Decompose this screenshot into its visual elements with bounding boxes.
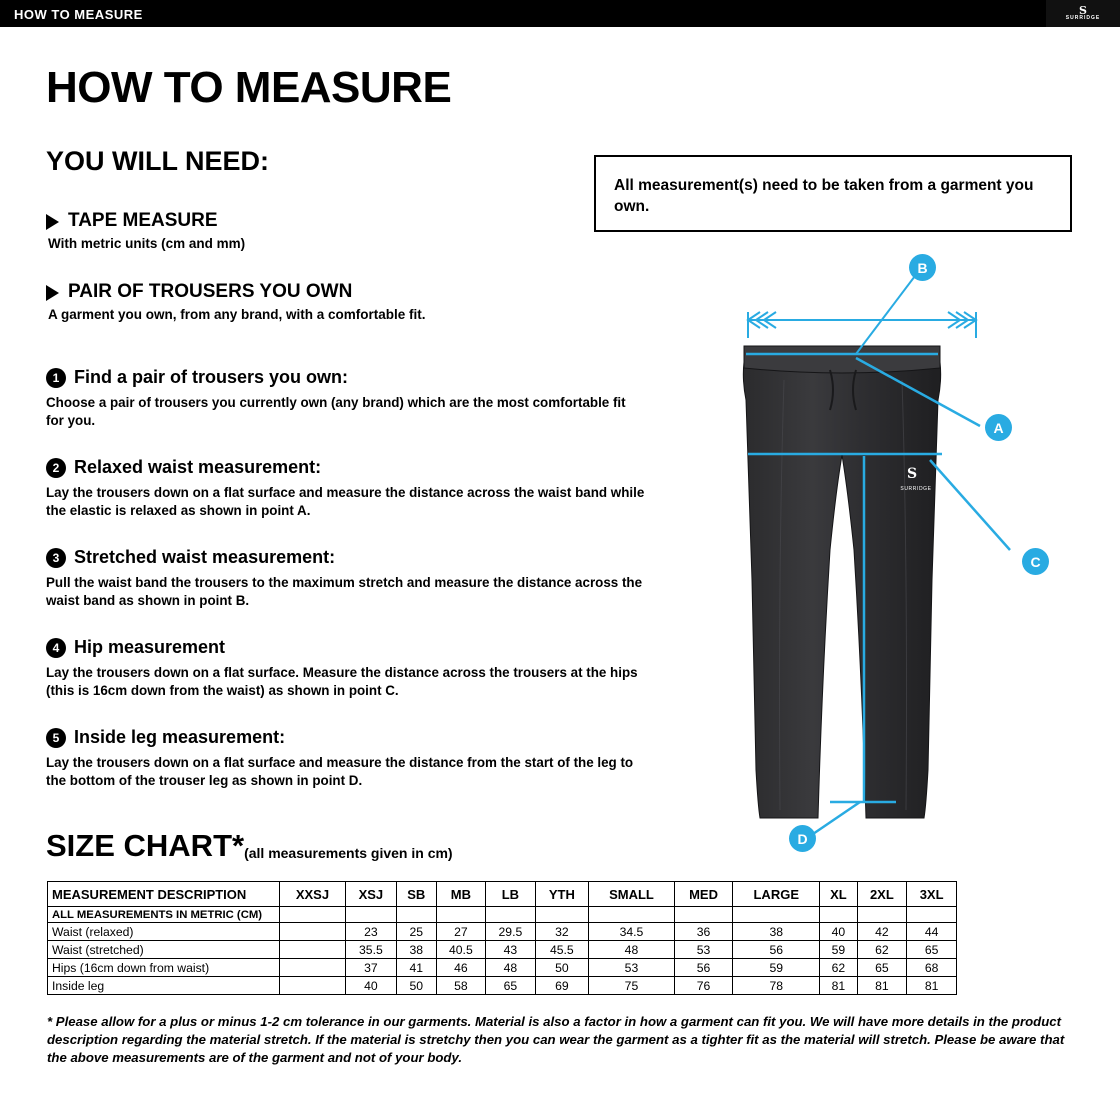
cell: 56: [733, 941, 820, 959]
cell: 76: [674, 977, 732, 995]
page-title: HOW TO MEASURE: [46, 63, 452, 112]
column-header-small: SMALL: [589, 882, 675, 907]
column-header-sb: SB: [396, 882, 436, 907]
row-label: Hips (16cm down from waist): [48, 959, 280, 977]
brand-name: SURRIDGE: [1065, 15, 1101, 21]
step-number-badge: 5: [46, 728, 66, 748]
step-body: Lay the trousers down on a flat surface. Measure the distance across the trousers at the hips (this is 16cm down from the waist) as shown in point C.: [46, 665, 638, 698]
column-header-yth: YTH: [535, 882, 588, 907]
metric-note-cell: [396, 907, 436, 923]
cell: 68: [907, 959, 957, 977]
table-row: [48, 959, 957, 977]
step-number-badge: 2: [46, 458, 66, 478]
metric-note-label: ALL MEASUREMENTS IN METRIC (CM): [48, 907, 280, 923]
step-body: Lay the trousers down on a flat surface and measure the distance across the waist band while the elastic is relaxed as shown in point A.: [46, 485, 645, 518]
column-header-description: MEASUREMENT DESCRIPTION: [48, 882, 280, 907]
column-header-xsj: XSJ: [345, 882, 396, 907]
need-item-title: TAPE MEASURE: [68, 210, 218, 231]
step-number-badge: 4: [46, 638, 66, 658]
cell: 43: [486, 941, 536, 959]
trouser-measurement-diagram: [680, 250, 1100, 860]
size-chart-heading: [46, 828, 453, 864]
step-body: Pull the waist band the trousers to the maximum stretch and measure the distance across the waist band as shown in point B.: [46, 575, 643, 608]
row-label: Waist (relaxed): [48, 923, 280, 941]
cell: 40: [345, 977, 396, 995]
cell: [280, 977, 346, 995]
size-chart-title: SIZE CHART*: [46, 828, 245, 863]
metric-note-cell: [436, 907, 486, 923]
column-header-2xl: 2XL: [857, 882, 907, 907]
cell: 25: [396, 923, 436, 941]
step-title: Find a pair of trousers you own:: [74, 367, 349, 387]
cell: 35.5: [345, 941, 396, 959]
callout-badge-a: A: [985, 414, 1012, 441]
cell: 65: [486, 977, 536, 995]
cell: 40.5: [436, 941, 486, 959]
cell: 81: [907, 977, 957, 995]
cell: 34.5: [589, 923, 675, 941]
step-body: Choose a pair of trousers you currently own (any brand) which are the most comfortable fit for you.: [46, 395, 626, 428]
need-item-subtitle: A garment you own, from any brand, with a comfortable fit.: [48, 307, 426, 322]
step-title: Relaxed waist measurement:: [74, 457, 322, 477]
cell: 50: [396, 977, 436, 995]
callout-text: All measurement(s) need to be taken from a garment you own.: [614, 177, 1034, 215]
metric-note-cell: [733, 907, 820, 923]
metric-note-cell: [907, 907, 957, 923]
metric-note-cell: [486, 907, 536, 923]
callout-box: [594, 155, 1072, 232]
need-item-trousers: [46, 281, 586, 327]
row-label: Waist (stretched): [48, 941, 280, 959]
table-row: [48, 977, 957, 995]
triangle-bullet-icon: [46, 285, 59, 301]
you-will-need-heading: YOU WILL NEED:: [46, 146, 270, 176]
callout-badge-d: D: [789, 825, 816, 852]
row-label: Inside leg: [48, 977, 280, 995]
callout-badge-b: B: [909, 254, 936, 281]
cell: 46: [436, 959, 486, 977]
column-header-large: LARGE: [733, 882, 820, 907]
metric-note-cell: [674, 907, 732, 923]
cell: 44: [907, 923, 957, 941]
cell: 41: [396, 959, 436, 977]
top-bar: [0, 0, 1120, 27]
cell: 59: [820, 941, 857, 959]
brand-initial: S: [1079, 4, 1087, 17]
step-title: Stretched waist measurement:: [74, 547, 336, 567]
cell: 59: [733, 959, 820, 977]
cell: 75: [589, 977, 675, 995]
cell: 58: [436, 977, 486, 995]
cell: 65: [857, 959, 907, 977]
cell: 42: [857, 923, 907, 941]
size-chart-table: [47, 881, 957, 995]
cell: 50: [535, 959, 588, 977]
cell: 29.5: [486, 923, 536, 941]
column-header-med: MED: [674, 882, 732, 907]
triangle-bullet-icon: [46, 214, 59, 230]
cell: 27: [436, 923, 486, 941]
cell: 37: [345, 959, 396, 977]
cell: [280, 923, 346, 941]
cell: 56: [674, 959, 732, 977]
cell: 62: [857, 941, 907, 959]
brand-logo: [1046, 0, 1120, 27]
column-header-mb: MB: [436, 882, 486, 907]
cell: 48: [486, 959, 536, 977]
cell: 62: [820, 959, 857, 977]
metric-note-cell: [857, 907, 907, 923]
step-body: Lay the trousers down on a flat surface and measure the distance from the start of the leg to the bottom of the trouser leg as shown in point D.: [46, 755, 634, 788]
step-number-badge: 3: [46, 548, 66, 568]
footnote-text: * Please allow for a plus or minus 1-2 cm tolerance in our garments. Material is also a factor in how a garment can fit you. We will have more details in the product description regarding the material stretch. If the material is stretchy then you can wear the garment as a tighter fit as the material will stretch. Please be aware that the above measurements are of the garment and not of your body.: [47, 1014, 1065, 1065]
column-header-3xl: 3XL: [907, 882, 957, 907]
step-title: Inside leg measurement:: [74, 727, 286, 747]
cell: 65: [907, 941, 957, 959]
step-number-badge: 1: [46, 368, 66, 388]
table-row-metric-note: [48, 907, 957, 923]
metric-note-cell: [535, 907, 588, 923]
need-item-subtitle: With metric units (cm and mm): [48, 236, 246, 251]
cell: 40: [820, 923, 857, 941]
top-bar-title: HOW TO MEASURE: [14, 7, 143, 22]
cell: 53: [589, 959, 675, 977]
size-chart-subtitle: (all measurements given in cm): [244, 845, 453, 861]
metric-note-cell: [589, 907, 675, 923]
metric-note-cell: [280, 907, 346, 923]
cell: [280, 959, 346, 977]
cell: 38: [733, 923, 820, 941]
svg-text:SURRIDGE: SURRIDGE: [900, 486, 932, 492]
cell: 81: [820, 977, 857, 995]
metric-note-cell: [345, 907, 396, 923]
metric-note-cell: [820, 907, 857, 923]
cell: 48: [589, 941, 675, 959]
cell: 78: [733, 977, 820, 995]
column-header-xxsj: XXSJ: [280, 882, 346, 907]
cell: 81: [857, 977, 907, 995]
table-header-row: [48, 882, 957, 907]
cell: 45.5: [535, 941, 588, 959]
table-row: [48, 923, 957, 941]
cell: [280, 941, 346, 959]
cell: 69: [535, 977, 588, 995]
cell: 38: [396, 941, 436, 959]
cell: 32: [535, 923, 588, 941]
column-header-lb: LB: [486, 882, 536, 907]
svg-text:S: S: [906, 466, 918, 482]
step-title: Hip measurement: [74, 637, 226, 657]
cell: 53: [674, 941, 732, 959]
need-item-tape-measure: [46, 210, 566, 256]
callout-badge-c: C: [1022, 548, 1049, 575]
column-header-xl: XL: [820, 882, 857, 907]
cell: 23: [345, 923, 396, 941]
measure-line-b: [748, 272, 976, 354]
need-item-title: PAIR OF TROUSERS YOU OWN: [68, 281, 353, 302]
table-row: [48, 941, 957, 959]
cell: 36: [674, 923, 732, 941]
